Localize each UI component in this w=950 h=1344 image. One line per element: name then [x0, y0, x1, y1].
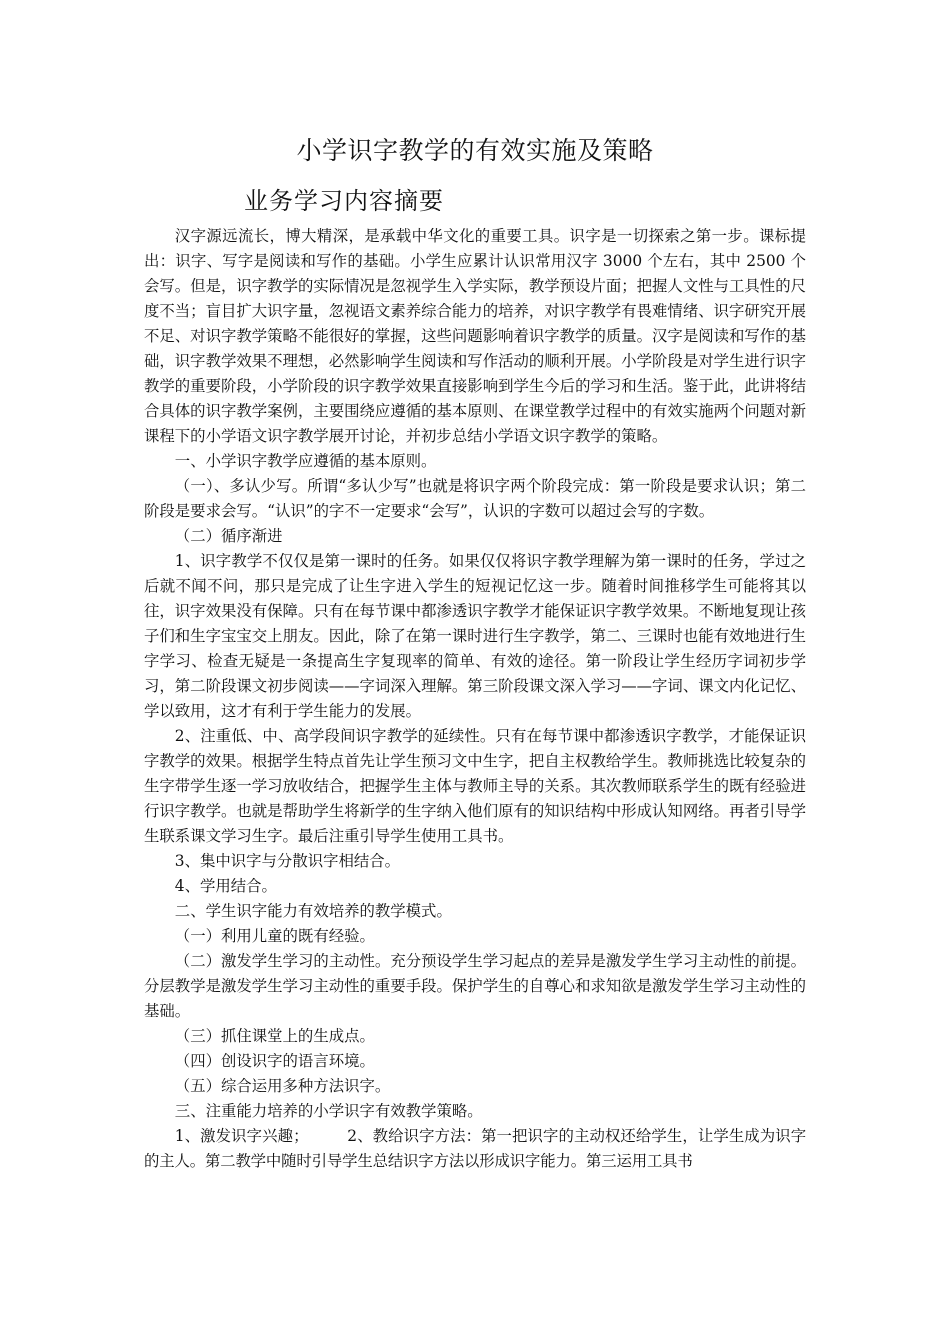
paragraph-2-1: （一）利用儿童的既有经验。	[174, 927, 375, 945]
paragraph-1-2-1: 1、识字教学不仅仅是第一课时的任务。如果仅仅将识字教学理解为第一课时的任务，学过之后就不闻不问，那只是完成了让生字进入学生的短视记忆这一步。随着时间推移学生可能将其以往，识字效果没有保障。只有在每节课中都渗透识字教学才能保证识字教学效果。不断地复现让孩子们和生字宝宝交上朋友。因此，除了在第一课时进行生字教学，第二、三课时也能有效地进行生字学习、检查无疑是一条提高生字复现率的简单、有效的途径。第一阶段让学生经历字词初步学习，第二阶段课文初步阅读——字词深入理解。第三阶段课文深入学习——字词、课文内化记忆、学以致用，这才有利于学生能力的发展。	[144, 552, 806, 720]
paragraph-1-2-3: 3、集中识字与分散识字相结合。	[174, 852, 401, 870]
paragraph-1-1: （一）、多认少写。所谓“多认少写”也就是将识字两个阶段完成：第一阶段是要求认识；第二阶段是要求会写。“认识”的字不一定要求“会写”，认识的字数可以超过会写的字数。	[144, 477, 806, 520]
paragraph-intro: 汉字源远流长，博大精深，是承载中华文化的重要工具。识字是一切探索之第一步。课标提出：识字、写字是阅读和写作的基础。小学生应累计认识常用汉字 3000 个左右，其中 2500 个会写。但是，识字教学的实际情况是忽视学生入学实际，教学预设片面；把握人文性与工具性的尺度不当；盲目扩大识字量，忽视语文素养综合能力的培养，对识字教学有畏难情绪、识字研究开展不足、对识字教学策略不能很好的掌握，这些问题影响着识字教学的质量。汉字是阅读和写作的基础，识字教学效果不理想，必然影响学生阅读和写作活动的顺利开展。小学阶段是对学生进行识字教学的重要阶段，小学阶段的识字教学效果直接影响到学生今后的学习和生活。鉴于此，此讲将结合具体的识字教学案例，主要围绕应遵循的基本原则、在课堂教学过程中的有效实施两个问题对新课程下的小学语文识字教学展开讨论，并初步总结小学语文识字教学的策略。	[144, 227, 806, 445]
paragraph-3-1: 1、激发识字兴趣； 2、教给识字方法：第一把识字的主动权还给学生，让学生成为识字的主人。第二教学中随时引导学生总结识字方法以形成识字能力。第三运用工具书	[144, 1127, 806, 1170]
paragraph-1-2-2: 2、注重低、中、高学段间识字教学的延续性。只有在每节课中都渗透识字教学，才能保证识字教学的效果。根据学生特点首先让学生预习文中生字，把自主权教给学生。教师挑选比较复杂的生字带学生逐一学习放收结合，把握学生主体与教师主导的关系。其次教师联系学生的既有经验进行识字教学。也就是帮助学生将新学的生字纳入他们原有的知识结构中形成认知网络。再者引导学生联系课文学习生字。最后注重引导学生使用工具书。	[144, 727, 806, 845]
paragraph-1-2-4: 4、学用结合。	[174, 877, 277, 895]
section-heading-1: 一、小学识字教学应遵循的基本原则。	[174, 452, 437, 470]
section-heading-3: 三、注重能力培养的小学识字有效教学策略。	[174, 1102, 483, 1120]
paragraph-2-4: （四）创设识字的语言环境。	[174, 1052, 375, 1070]
paragraph-2-3: （三）抓住课堂上的生成点。	[174, 1027, 375, 1045]
paragraph-2-5: （五）综合运用多种方法识字。	[174, 1077, 391, 1095]
document-title: 小学识字教学的有效实施及策略	[296, 136, 654, 165]
paragraph-2-2: （二）激发学生学习的主动性。充分预设学生学习起点的差异是激发学生学习主动性的前提。分层教学是激发学生学习主动性的重要手段。保护学生的自尊心和求知欲是激发学生学习主动性的基础。	[144, 952, 806, 1020]
section-heading-2: 二、学生识字能力有效培养的教学模式。	[174, 902, 452, 920]
document-body	[144, 224, 806, 1174]
subheading-1-2: （二）循序渐进	[174, 527, 283, 545]
document-subtitle: 业务学习内容摘要	[244, 187, 444, 215]
